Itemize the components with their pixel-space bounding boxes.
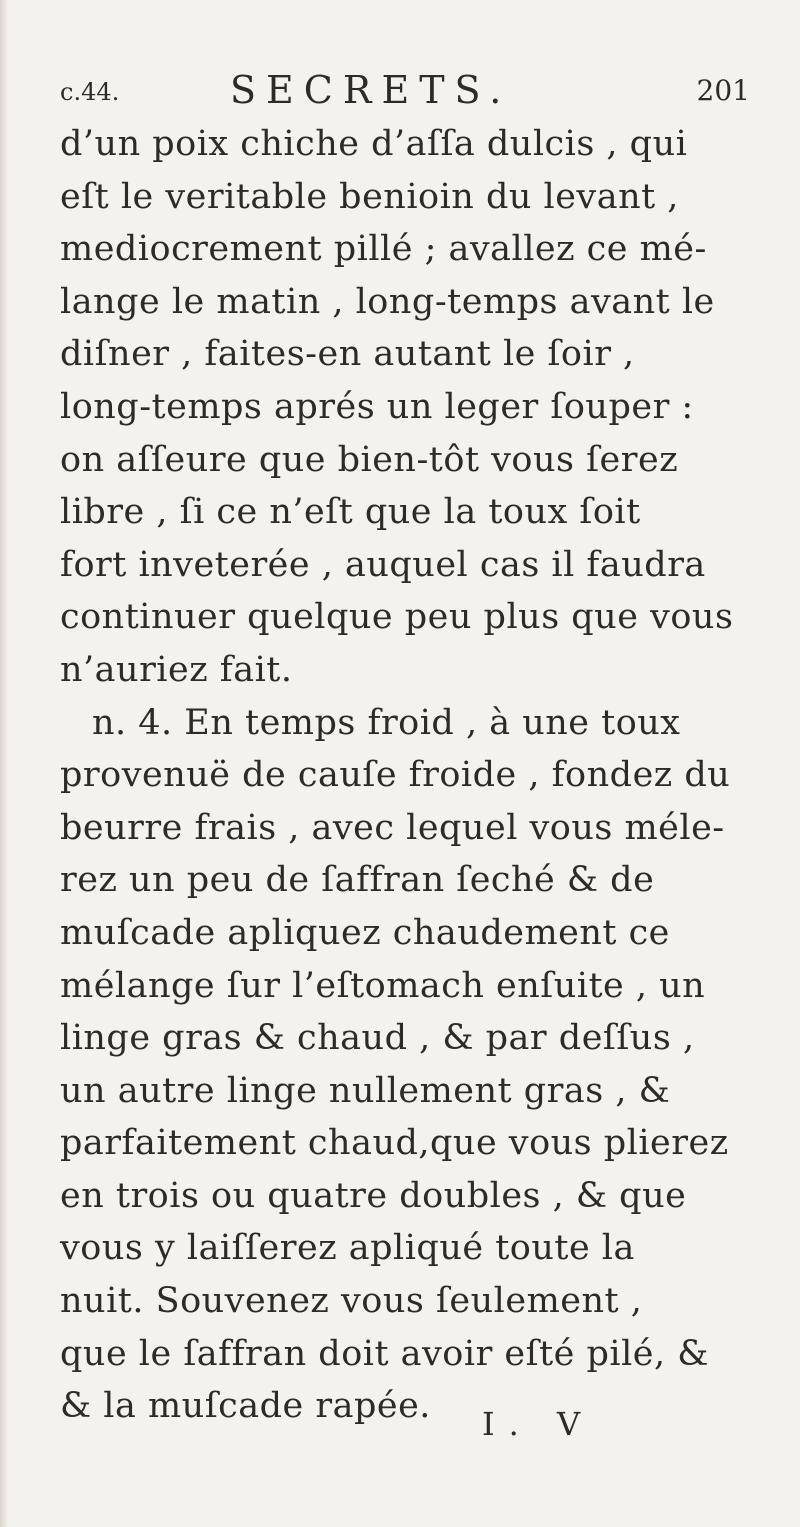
text-line: linge gras & chaud , & par deſſus , [60,1018,695,1059]
page-number: 201 [696,74,750,107]
text-line: d’un poix chiche d’aſſa dulcis , qui [60,124,688,164]
text-line: muſcade apliquez chaudement ce [60,912,670,953]
text-line: on aſſeure que bien-tôt vous ſerez [60,439,679,480]
paragraph-start-line: n. 4. En temps froid , à une toux [92,702,681,743]
text-line: eſt le veritable benioin du levant , [60,176,679,217]
text-line: nuit. Souvenez vous ſeulement , [60,1281,643,1322]
text-line: que le ſaffran doit avoir eſté pilé, & [60,1333,709,1374]
text-line: en trois ou quatre doubles , & que [60,1175,687,1216]
page-header [60,68,750,118]
page-edge-shadow [0,0,8,1527]
page-body-text [60,118,760,1433]
text-line: fort inveterée , auquel cas il faudra [60,544,706,585]
text-line: vous y laiſſerez apliqué toute la [60,1228,635,1269]
text-line: mediocrement pillé ; avallez ce mé- [60,229,707,270]
text-line: & la muſcade rapée. [60,1386,431,1427]
text-line: libre , ſi ce n’eſt que la toux ſoit [60,492,641,533]
text-line: parfaitement chaud,que vous plierez [60,1123,729,1164]
text-line: long-temps aprés un leger ſouper : [60,386,694,427]
text-line: n’auriez fait. [60,649,293,690]
text-line: diſner , faites-en autant le ſoir , [60,334,635,375]
section-reference: c.44. [60,78,120,106]
text-line: mélange ſur l’eſtomach enſuite , un [60,965,706,1006]
text-line: continuer quelque peu plus que vous [60,597,734,638]
text-line: un autre linge nullement gras , & [60,1070,671,1111]
signature-mark: I. V [482,1405,595,1443]
text-line: provenuë de cauſe froide , fondez du [60,755,731,796]
text-line: beurre frais , avec lequel vous méle- [60,807,725,848]
running-title: SECRETS. [230,68,512,112]
text-line: rez un peu de ſaffran ſeché & de [60,860,655,901]
text-line: lange le matin , long-temps avant le [60,281,715,322]
